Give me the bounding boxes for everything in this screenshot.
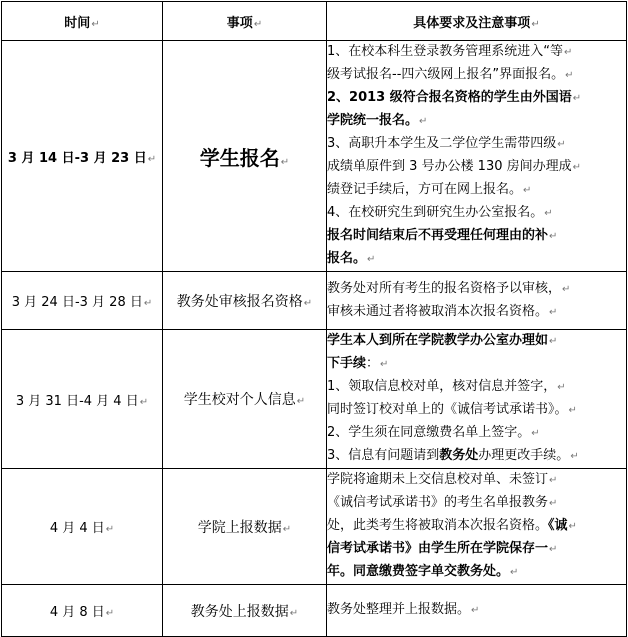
table-header-row (2, 2, 627, 41)
requirement-line (327, 422, 626, 445)
requirement-line (327, 492, 626, 515)
requirement-line (327, 330, 626, 353)
paragraph-mark: ↵ (565, 70, 574, 81)
table-row (2, 272, 627, 330)
paragraph-mark: ↵ (544, 208, 553, 219)
paragraph-mark: ↵ (568, 521, 577, 532)
requirement-text: 《诚信考试承诺书》的考生名单报教务 (327, 495, 549, 510)
requirement-line (327, 41, 626, 64)
paragraph-mark: ↵ (296, 396, 306, 407)
time-cell (2, 469, 163, 585)
time-text: 4 月 4 日 (49, 521, 105, 536)
requirement-line (327, 538, 626, 561)
requirement-line (327, 445, 626, 468)
requirement-text: 绩登记手续后，方可在网上报名。 (327, 182, 523, 197)
requirement-line (327, 110, 626, 133)
requirement-line (327, 278, 626, 301)
paragraph-mark: ↵ (280, 156, 290, 168)
paragraph-mark: ↵ (510, 567, 519, 578)
item-cell (163, 272, 327, 330)
paragraph-mark: ↵ (253, 18, 263, 30)
requirement-text: 3、信息有问题请到 (327, 448, 440, 463)
requirement-text: 报名时间结束后不再受理任何理由的补 (327, 228, 549, 243)
paragraph-mark: ↵ (570, 451, 579, 462)
paragraph-mark: ↵ (303, 297, 313, 309)
requirement-text: 同时签订校对单上的《诚信考试承诺书》。 (327, 402, 568, 417)
time-text: 3 月 14 日-3 月 23 日 (7, 150, 147, 166)
paragraph-mark: ↵ (572, 162, 582, 173)
requirement-text: 年。同意缴费签字单交教务处。 (327, 564, 510, 579)
paragraph-mark: ↵ (143, 298, 153, 309)
paragraph-mark: ↵ (523, 185, 532, 196)
requirements-cell (327, 585, 627, 637)
requirement-text: 学院统一报名。 (327, 113, 419, 128)
header-item-label: 事项 (226, 15, 253, 31)
time-cell (2, 41, 163, 272)
requirement-text: 学生本人到所在学院教学办公室办理如 (327, 333, 549, 348)
item-text: 教务处审核报名资格 (176, 293, 303, 310)
header-requirements (327, 2, 627, 41)
requirement-text: 级考试报名--四六级网上报名”界面报名。 (327, 67, 565, 82)
requirement-line (327, 202, 626, 225)
requirement-text: 教务处对所有考生的报名资格予以审核， (327, 280, 562, 296)
table-row (2, 585, 627, 637)
requirement-line (327, 353, 626, 376)
paragraph-mark: ↵ (380, 359, 389, 370)
requirement-text: 教务处整理并上报数据。 (327, 602, 471, 617)
requirement-text: 教务处 (439, 448, 479, 463)
paragraph-mark: ↵ (549, 498, 558, 509)
header-item (163, 2, 327, 41)
requirement-line (327, 225, 626, 248)
requirement-text: 学院将逾期未上交信息校对单、未签订 (327, 472, 549, 487)
paragraph-mark: ↵ (105, 608, 115, 619)
paragraph-mark: ↵ (549, 231, 558, 242)
exam-registration-schedule-table (1, 1, 627, 637)
requirement-line (327, 469, 626, 492)
item-cell (163, 41, 327, 272)
table-row (2, 469, 627, 585)
paragraph-mark: ↵ (557, 139, 566, 150)
paragraph-mark: ↵ (557, 382, 566, 393)
time-cell (2, 272, 163, 330)
requirements-cell (327, 41, 627, 272)
requirement-text: 办理更改手续。 (478, 448, 570, 463)
requirement-text: 4、在校研究生到研究生办公室报名。 (327, 205, 544, 220)
time-text: 3 月 24 日-3 月 28 日 (11, 295, 143, 310)
requirement-line (327, 179, 626, 202)
requirement-text: 3、高职升本学生及二学位学生需带四级 (327, 136, 557, 151)
requirement-text: 2、学生须在同意缴费名单上签字。 (327, 425, 531, 440)
requirement-line (327, 599, 626, 622)
requirements-cell (327, 330, 627, 469)
requirements-cell (327, 469, 627, 585)
time-cell (2, 330, 163, 469)
paragraph-mark: ↵ (147, 153, 157, 165)
time-text: 3 月 31 日-4 月 4 日 (15, 393, 139, 409)
requirement-text: 下手续 (327, 356, 367, 371)
paragraph-mark: ↵ (572, 93, 582, 104)
requirement-line (327, 399, 626, 422)
requirement-line (327, 376, 626, 399)
paragraph-mark: ↵ (549, 544, 558, 555)
paragraph-mark: ↵ (549, 306, 558, 318)
item-cell (163, 585, 327, 637)
header-time (2, 2, 163, 41)
requirement-line (327, 561, 626, 584)
paragraph-mark: ↵ (549, 336, 558, 347)
requirement-text: 1、在校本科生登录教务管理系统进入“等 (327, 44, 564, 59)
requirement-text: 审核未通过者将被取消本次报名资格。 (327, 303, 549, 319)
paragraph-mark: ↵ (367, 254, 376, 265)
requirement-line (327, 64, 626, 87)
requirement-text: ： (366, 356, 380, 371)
paragraph-mark: ↵ (549, 475, 558, 486)
requirement-text: 信考试承诺书》由学生所在学院保存一 (327, 541, 549, 556)
requirement-text: 报名。 (327, 251, 367, 266)
table-row (2, 330, 627, 469)
item-text: 教务处上报数据 (190, 603, 289, 620)
paragraph-mark: ↵ (531, 18, 540, 30)
paragraph-mark: ↵ (531, 428, 540, 439)
requirement-text: 成绩单原件到 3 号办公楼 130 房间办理成 (327, 159, 572, 174)
requirement-line (327, 301, 626, 324)
requirement-text: 2、2013 级符合报名资格的学生由外国语 (327, 90, 572, 105)
paragraph-mark: ↵ (282, 523, 292, 535)
time-text: 4 月 8 日 (49, 605, 105, 620)
header-time-label: 时间 (64, 15, 91, 31)
item-cell (163, 330, 327, 469)
header-requirements-label: 具体要求及注意事项 (413, 15, 531, 31)
requirement-text: 1、领取信息校对单，核对信息并签字， (327, 379, 557, 394)
item-text: 学院上报数据 (197, 519, 282, 536)
paragraph-mark: ↵ (139, 396, 149, 408)
paragraph-mark: ↵ (471, 605, 480, 616)
paragraph-mark: ↵ (289, 607, 299, 619)
requirement-line (327, 87, 626, 110)
requirement-line (327, 156, 626, 179)
requirement-text: 《诚 (548, 518, 568, 533)
item-text: 学生校对个人信息 (183, 392, 296, 408)
requirements-cell (327, 272, 627, 330)
requirement-line (327, 515, 626, 538)
requirement-line (327, 248, 626, 271)
item-cell (163, 469, 327, 585)
table-row (2, 41, 627, 272)
paragraph-mark: ↵ (419, 116, 428, 127)
paragraph-mark: ↵ (564, 47, 573, 58)
paragraph-mark: ↵ (105, 524, 115, 535)
requirement-line (327, 133, 626, 156)
paragraph-mark: ↵ (568, 405, 577, 416)
paragraph-mark: ↵ (91, 18, 100, 30)
requirement-text: 处，此类考生将被取消本次报名资格。 (327, 518, 549, 533)
paragraph-mark: ↵ (562, 283, 571, 295)
item-text: 学生报名 (199, 145, 280, 170)
time-cell (2, 585, 163, 637)
